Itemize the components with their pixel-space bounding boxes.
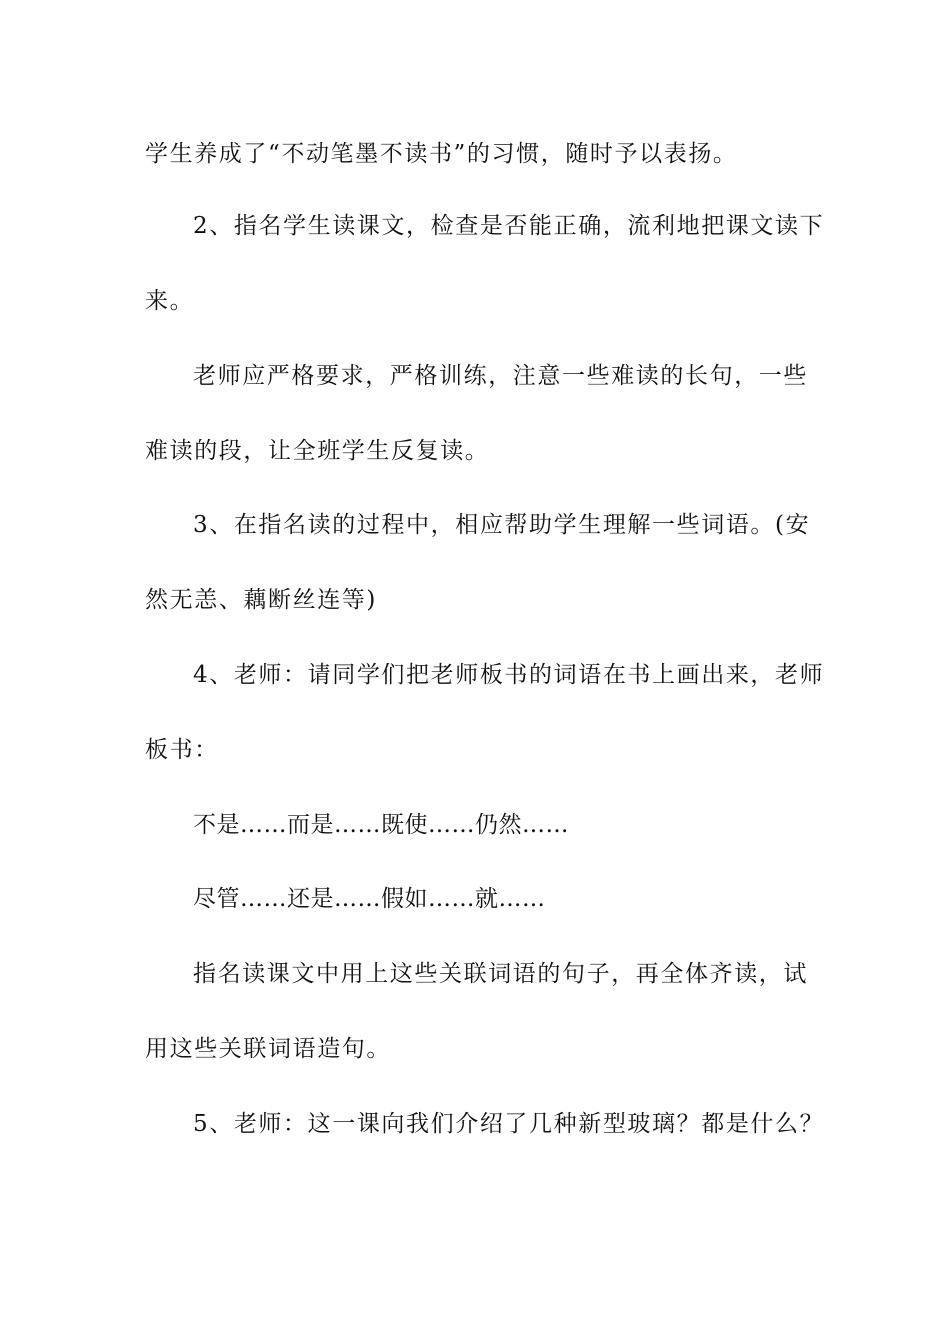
text-line: 学生养成了“不动笔墨不读书”的习惯，随时予以表扬。 bbox=[145, 141, 738, 167]
text-line: 5、老师：这一课向我们介绍了几种新型玻璃？都是什么？ bbox=[193, 1111, 825, 1137]
text-line: 2、指名学生读课文，检查是否能正确，流利地把课文读下 bbox=[193, 213, 825, 239]
text-line: 老师应严格要求，严格训练，注意一些难读的长句，一些 bbox=[193, 363, 808, 389]
text-line: 尽管……还是……假如……就…… bbox=[193, 886, 546, 912]
text-line: 3、在指名读的过程中，相应帮助学生理解一些词语。(安 bbox=[193, 512, 811, 538]
text-line: 难读的段，让全班学生反复读。 bbox=[145, 438, 490, 464]
text-line: 指名读课文中用上这些关联词语的句子，再全体齐读，试 bbox=[193, 961, 808, 987]
text-line: 不是……而是……既使……仍然…… bbox=[193, 812, 569, 838]
text-line: 板书： bbox=[145, 737, 219, 763]
text-line: 4、老师：请同学们把老师板书的词语在书上画出来，老师 bbox=[193, 662, 825, 688]
text-line: 来。 bbox=[145, 288, 195, 314]
text-line: 然无恙、藕断丝连等) bbox=[145, 587, 377, 613]
text-line: 用这些关联词语造句。 bbox=[145, 1036, 391, 1062]
